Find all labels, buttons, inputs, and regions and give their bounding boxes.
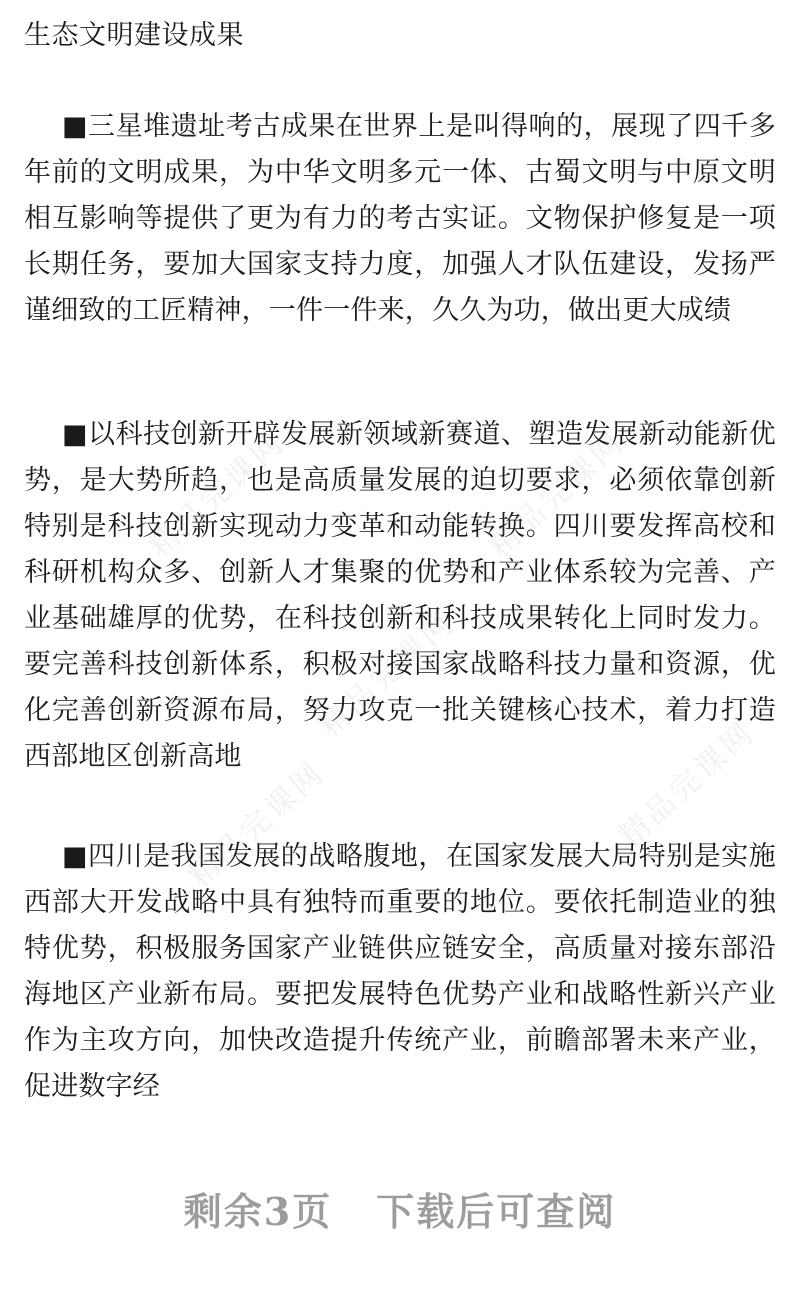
watermark-text: 精品完课网 <box>482 424 633 565</box>
paragraph-sanxingdui: ■三星堆遗址考古成果在世界上是叫得响的，展现了四千多年前的文明成果，为中华文明多元一体、古蜀文明与中原文明相互影响等提供了更为有力的考古实证。文物保护修复是一项长期任务，要加大国家支持力度，加强人才队伍建设，发扬严谨细致的工匠精神，一件一件来，久久为功，做出更大成绩 <box>24 111 776 326</box>
paragraph-strategic-hinterland: ■四川是我国发展的战略腹地，在国家发展大局特别是实施西部大开发战略中具有独特而重要的地位。要依托制造业的独特优势，积极服务国家产业链供应链安全，高质量对接东部沿海地区产业新布局。要把发展特色优势产业和战略性新兴产业作为主攻方向，加快改造提升传统产业，前瞻部署未来产业，促进数字经 <box>24 841 776 1102</box>
download-hint-label: 下载后可查阅 <box>376 1189 617 1234</box>
watermark-text: 精品完课网 <box>182 754 333 895</box>
section-heading: 生态文明建设成果 <box>24 20 244 51</box>
download-banner[interactable] <box>0 1186 800 1238</box>
watermark-text: 精品完课网 <box>612 714 763 855</box>
watermark-text: 精品完课网 <box>142 424 293 565</box>
remaining-pages-label: 剩余3页 <box>183 1189 333 1234</box>
paragraph-tech-innovation: ■以科技创新开辟发展新领域新赛道、塑造发展新动能新优势，是大势所趋，也是高质量发展的迫切要求，必须依靠创新特别是科技创新实现动力变革和动能转换。四川要发挥高校和科研机构众多、创新人才集聚的优势和产业体系较为完善、产业基础雄厚的优势，在科技创新和科技成果转化上同时发力。要完善科技创新体系，积极对接国家战略科技力量和资源，优化完善创新资源布局，努力攻克一批关键核心技术，着力打造西部地区创新高地 <box>24 419 776 772</box>
watermark-text: 精品完课网 <box>312 604 463 745</box>
